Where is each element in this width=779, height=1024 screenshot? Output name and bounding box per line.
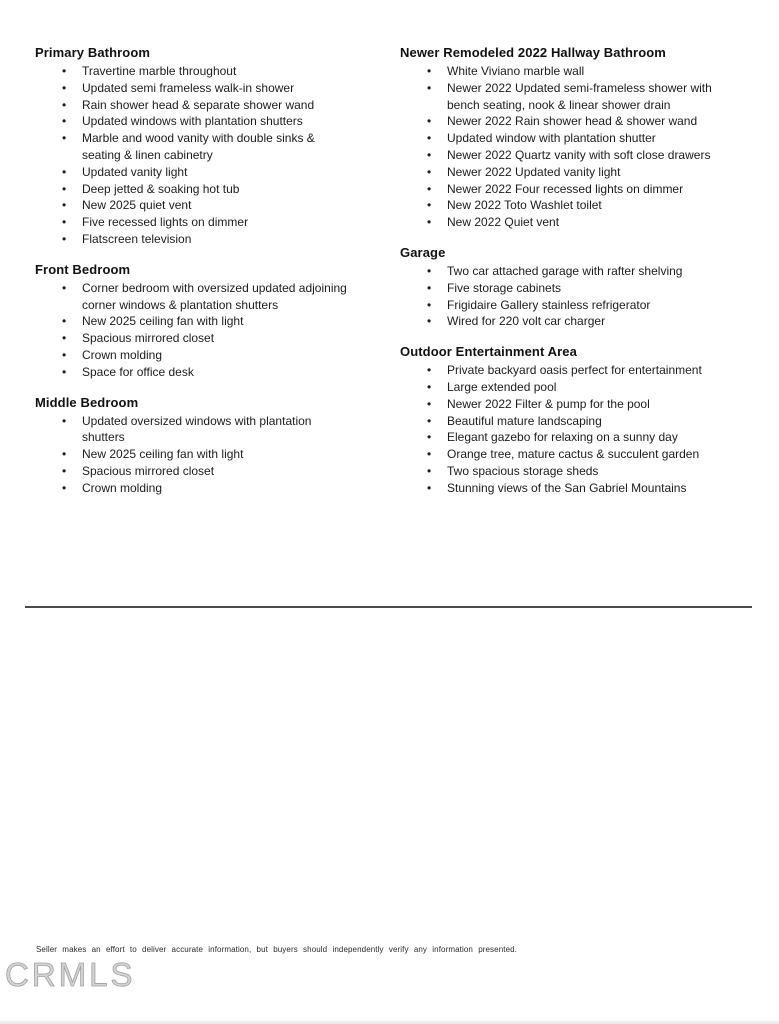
list-item — [400, 313, 727, 330]
bullet-icon: • — [427, 280, 432, 295]
section-middle-bedroom — [35, 394, 348, 497]
list-item-text: Crown molding — [82, 347, 163, 362]
disclaimer-text: Seller makes an effort to deliver accurate information, but buyers should independently verify any information presented. — [36, 945, 517, 954]
list-item-text: Wired for 220 volt car charger — [447, 314, 606, 329]
list-item-text: Crown molding — [82, 480, 163, 495]
list-item — [35, 364, 348, 381]
list-item-text: Private backyard oasis perfect for entertainment — [447, 363, 702, 378]
list-item — [400, 80, 727, 114]
list-item-text: Elegant gazebo for relaxing on a sunny day — [447, 430, 678, 445]
feature-list — [400, 263, 727, 330]
list-item-text: New 2022 Quiet vent — [447, 215, 560, 230]
bullet-icon: • — [427, 114, 432, 129]
list-item — [35, 280, 348, 314]
bullet-icon: • — [62, 198, 67, 213]
bullet-icon: • — [62, 280, 67, 295]
list-item — [400, 413, 727, 430]
bullet-icon: • — [62, 364, 67, 379]
bullet-icon: • — [427, 297, 432, 312]
list-item-text: Newer 2022 Filter & pump for the pool — [447, 396, 650, 411]
section-garage — [400, 244, 727, 330]
list-item — [400, 164, 727, 181]
list-item-text: Updated semi frameless walk-in shower — [82, 80, 295, 95]
list-item-text: New 2025 quiet vent — [82, 198, 192, 213]
bullet-icon: • — [427, 64, 432, 78]
bullet-icon: • — [427, 413, 432, 428]
list-item — [400, 446, 727, 463]
bullet-icon: • — [62, 97, 67, 112]
list-item-text: Travertine marble throughout — [82, 64, 237, 78]
list-item-text: Space for office desk — [82, 364, 194, 379]
list-item-text: Deep jetted & soaking hot tub — [82, 181, 240, 196]
bullet-icon: • — [427, 463, 432, 478]
bullet-icon: • — [62, 413, 67, 428]
feature-list — [35, 280, 348, 381]
bullet-icon: • — [62, 331, 67, 346]
list-item-text: Two car attached garage with rafter shelving — [447, 263, 683, 278]
section-hallway-bathroom — [400, 44, 727, 231]
section-heading: Newer Remodeled 2022 Hallway Bathroom — [400, 45, 666, 60]
bullet-icon: • — [427, 164, 432, 179]
section-heading: Middle Bedroom — [35, 394, 139, 410]
list-item-text: Flatscreen television — [82, 231, 192, 246]
list-item — [400, 463, 727, 480]
section-primary-bathroom — [35, 44, 348, 248]
list-item-text: Newer 2022 Quartz vanity with soft close drawers — [447, 147, 711, 162]
bullet-icon: • — [427, 363, 432, 378]
list-item — [35, 413, 348, 447]
bullet-icon: • — [62, 181, 67, 196]
list-item-text: New 2025 ceiling fan with light — [82, 447, 244, 462]
bullet-icon: • — [427, 181, 432, 196]
list-item — [35, 463, 348, 480]
bullet-icon: • — [62, 480, 67, 495]
list-item-text: Rain shower head & separate shower wand — [82, 97, 315, 112]
bullet-icon: • — [62, 447, 67, 462]
bullet-icon: • — [62, 114, 67, 129]
list-item-text: Large extended pool — [447, 379, 557, 394]
section-heading: Primary Bathroom — [35, 45, 151, 60]
list-item — [400, 297, 727, 314]
list-item-text: White Viviano marble wall — [447, 64, 585, 78]
list-item-text: Five recessed lights on dimmer — [82, 215, 249, 230]
list-item-text: Newer 2022 Rain shower head & shower wand — [447, 114, 698, 129]
bullet-icon: • — [427, 314, 432, 329]
list-item — [400, 63, 727, 80]
section-outdoor-entertainment — [400, 343, 727, 496]
list-item — [35, 113, 348, 130]
list-item-text: Newer 2022 Updated vanity light — [447, 164, 621, 179]
bullet-icon: • — [427, 147, 432, 162]
bullet-icon: • — [62, 80, 67, 95]
list-item-text: Newer 2022 Four recessed lights on dimmer — [447, 181, 684, 196]
list-item-text: New 2025 ceiling fan with light — [82, 314, 244, 329]
list-item — [35, 313, 348, 330]
bullet-icon: • — [427, 131, 432, 146]
list-item-text: Two spacious storage sheds — [447, 463, 599, 478]
bullet-icon: • — [427, 263, 432, 278]
crmls-watermark: CRMLS — [5, 956, 136, 993]
bullet-icon: • — [427, 430, 432, 445]
left-column — [35, 44, 348, 510]
bullet-icon: • — [62, 215, 67, 230]
right-column — [400, 44, 727, 510]
list-item-text: Updated oversized windows with plantation shutters — [82, 413, 312, 445]
list-item — [35, 80, 348, 97]
bullet-icon: • — [62, 131, 67, 146]
bullet-icon: • — [427, 396, 432, 411]
list-item-text: Beautiful mature landscaping — [447, 413, 602, 428]
list-item — [400, 113, 727, 130]
bullet-icon: • — [62, 347, 67, 362]
list-item — [400, 280, 727, 297]
bullet-icon: • — [427, 80, 432, 95]
list-item — [400, 147, 727, 164]
bullet-icon: • — [427, 447, 432, 462]
list-item — [35, 330, 348, 347]
list-item — [35, 130, 348, 164]
list-item — [400, 263, 727, 280]
section-front-bedroom — [35, 261, 348, 381]
content-columns — [0, 0, 779, 510]
list-item-text: Spacious mirrored closet — [82, 463, 215, 478]
feature-list — [400, 63, 727, 231]
list-item — [400, 181, 727, 198]
section-heading: Outdoor Entertainment Area — [400, 344, 577, 360]
list-item — [400, 214, 727, 231]
list-item — [400, 396, 727, 413]
list-item-text: Orange tree, mature cactus & succulent garden — [447, 447, 700, 462]
list-item — [35, 446, 348, 463]
list-item — [35, 181, 348, 198]
list-item — [400, 362, 727, 379]
list-item — [35, 197, 348, 214]
list-item — [35, 480, 348, 497]
bullet-icon: • — [62, 463, 67, 478]
list-item — [400, 480, 727, 497]
list-item — [35, 97, 348, 114]
bullet-icon: • — [427, 379, 432, 394]
bullet-icon: • — [427, 215, 432, 230]
section-heading: Garage — [400, 244, 446, 260]
list-item — [400, 197, 727, 214]
bullet-icon: • — [427, 480, 432, 495]
list-item — [400, 429, 727, 446]
list-item — [400, 379, 727, 396]
list-item-text: New 2022 Toto Washlet toilet — [447, 198, 602, 213]
list-item-text: Stunning views of the San Gabriel Mountains — [447, 480, 687, 495]
list-item — [35, 63, 348, 80]
bullet-icon: • — [62, 164, 67, 179]
feature-list — [400, 362, 727, 496]
feature-list — [35, 413, 348, 497]
list-item-text: Corner bedroom with oversized updated adjoining corner windows & plantation shutters — [82, 280, 347, 312]
list-item — [35, 214, 348, 231]
list-item-text: Spacious mirrored closet — [82, 331, 215, 346]
list-item — [35, 164, 348, 181]
bullet-icon: • — [62, 314, 67, 329]
section-heading: Front Bedroom — [35, 261, 131, 277]
list-item-text: Updated vanity light — [82, 164, 188, 179]
list-item — [400, 130, 727, 147]
list-item-text: Updated windows with plantation shutters — [82, 114, 303, 129]
horizontal-divider — [25, 606, 752, 608]
bullet-icon: • — [427, 198, 432, 213]
feature-list — [35, 63, 348, 248]
bullet-icon: • — [62, 64, 67, 78]
bullet-icon: • — [62, 231, 67, 246]
list-item — [35, 231, 348, 248]
list-item-text: Marble and wood vanity with double sinks & seating & linen cabinetry — [82, 131, 315, 162]
list-item-text: Frigidaire Gallery stainless refrigerator — [447, 297, 651, 312]
list-item-text: Five storage cabinets — [447, 280, 562, 295]
list-item — [35, 347, 348, 364]
list-item-text: Updated window with plantation shutter — [447, 131, 656, 146]
list-item-text: Newer 2022 Updated semi-frameless shower with bench seating, nook & linear shower drain — [447, 80, 712, 112]
